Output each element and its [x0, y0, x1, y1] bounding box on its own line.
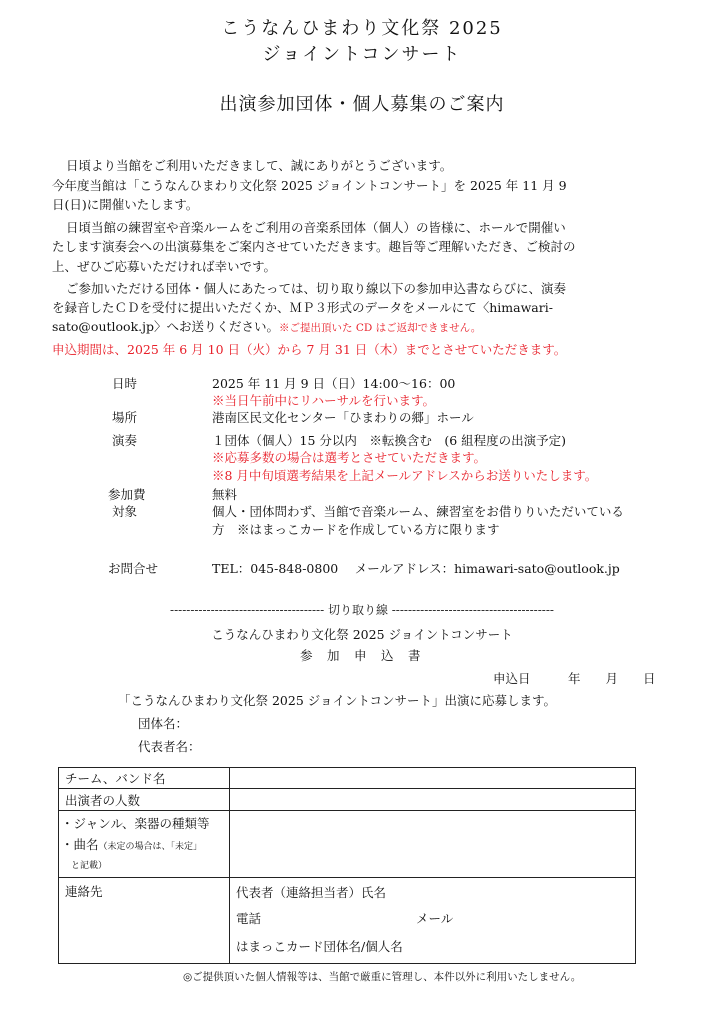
intro-line: ご参加いただける団体・個人にあたっては、切り取り線以下の参加申込書ならびに、演奏	[66, 281, 567, 296]
application-form	[58, 767, 636, 964]
song-note: （未定の場合は、「未定」	[98, 842, 203, 852]
place-label: 場所	[112, 410, 138, 425]
performance-note: ※応募多数の場合は選考とさせていただきます。	[212, 450, 487, 465]
contact-label: お問合せ	[108, 561, 159, 576]
intro-line: 今年度当館は「こうなんひまわり文化祭 2025 ジョイントコンサート」を 2025 年 11 月 9	[52, 178, 567, 193]
performance-label: 演奏	[112, 433, 138, 448]
intro-line	[52, 318, 481, 337]
performer-count-field[interactable]	[230, 789, 636, 811]
song-label-text: ・曲名	[61, 837, 99, 852]
contact-card-label: はまっこカード団体名/個人名	[236, 939, 403, 954]
privacy-note: ◎ご提供頂いた個人情報等は、当館で厳重に管理し、本件以外に利用いたしません。	[183, 971, 582, 983]
target-value: 方 ※はまっこカードを作成している方に限ります	[212, 522, 500, 537]
event-subtitle: ジョイントコンサート	[262, 44, 462, 65]
contact-rep-label: 代表者（連絡担当者）氏名	[236, 885, 387, 900]
fee-value: 無料	[212, 487, 238, 502]
contact-value: TEL：045-848-0800 メールアドレス：himawari-sato@outlook.jp	[212, 561, 620, 576]
application-date: 申込日 年 月 日	[493, 671, 656, 686]
group-name-label: 団体名：	[138, 716, 189, 731]
target-value: 個人・団体問わず、当館で音楽ルーム、練習室をお借りりいただいている	[212, 504, 624, 519]
form-heading: 参 加 申 込 書	[300, 648, 422, 663]
genre-song-field[interactable]	[230, 811, 636, 878]
intro-line: 日(日)に開催いたします。	[52, 197, 199, 212]
cut-line: -------------------------------------- 切り取り線 ----------------------------------------	[170, 603, 554, 617]
apply-statement: 「こうなんひまわり文化祭 2025 ジョイントコンサート」出演に応募します。	[118, 693, 557, 708]
date-label: 日時	[112, 376, 138, 391]
contact-tel-row	[236, 904, 629, 934]
genre-song-label	[59, 811, 230, 878]
intro-line: 日頃当館の練習室や音楽ルームをご利用の音楽系団体（個人）の皆様に、ホールで開催い	[66, 220, 566, 235]
intro-line: 上、ぜひご応募いただければ幸いです。	[52, 259, 277, 274]
fee-label: 参加費	[108, 487, 146, 502]
team-name-label: チーム、バンド名	[59, 768, 230, 789]
contact-tel-label: 電話	[236, 911, 262, 926]
place-value: 港南区民文化センター「ひまわりの郷」ホール	[212, 410, 474, 425]
intro-line: 日頃より当館をご利用いただきまして、誠にありがとうございます。	[66, 158, 453, 173]
song-label	[61, 835, 227, 857]
contact-info-label: 連絡先	[59, 878, 230, 964]
genre-label: ・ジャンル、楽器の種類等	[61, 816, 210, 831]
date-value: 2025 年 11 月 9 日（日）14:00〜16：00	[212, 376, 456, 391]
deadline-notice: 申込期間は、2025 年 6 月 10 日（火）から 7 月 31 日（木）までとさせていただきます。	[52, 342, 567, 357]
song-note: と記載）	[71, 861, 108, 871]
representative-label: 代表者名：	[138, 739, 201, 754]
cd-note: ※ご提出頂いた CD はご返却できません。	[279, 322, 482, 334]
performance-value: １団体（個人）15 分以内 ※転換含む (6 組程度の出演予定)	[212, 433, 567, 448]
performance-note: ※8 月中旬頃選考結果を上記メールアドレスからお送りいたします。	[212, 468, 598, 483]
form-title: こうなんひまわり文化祭 2025 ジョイントコンサート	[211, 627, 513, 642]
contact-info-field[interactable]	[230, 878, 636, 964]
page-title: 出演参加団体・個人募集のご案内	[219, 94, 505, 115]
intro-line: を録音したＣＤを受付に提出いただくか、ＭＰ３形式のデータをメールにて〈himawari-	[52, 300, 553, 315]
date-note: ※当日午前中にリハーサルを行います。	[212, 393, 436, 408]
contact-mail-label: メール	[416, 911, 454, 926]
submit-instruction: sato@outlook.jp〉へお送りください。	[52, 319, 279, 334]
target-label: 対象	[112, 504, 138, 519]
intro-line: たします演奏会への出演募集をご案内させていただきます。趣旨等ご理解いただき、ご検討の	[52, 239, 576, 254]
performer-count-label: 出演者の人数	[59, 789, 230, 811]
team-name-field[interactable]	[230, 768, 636, 789]
event-title: こうなんひまわり文化祭 2025	[221, 18, 503, 39]
